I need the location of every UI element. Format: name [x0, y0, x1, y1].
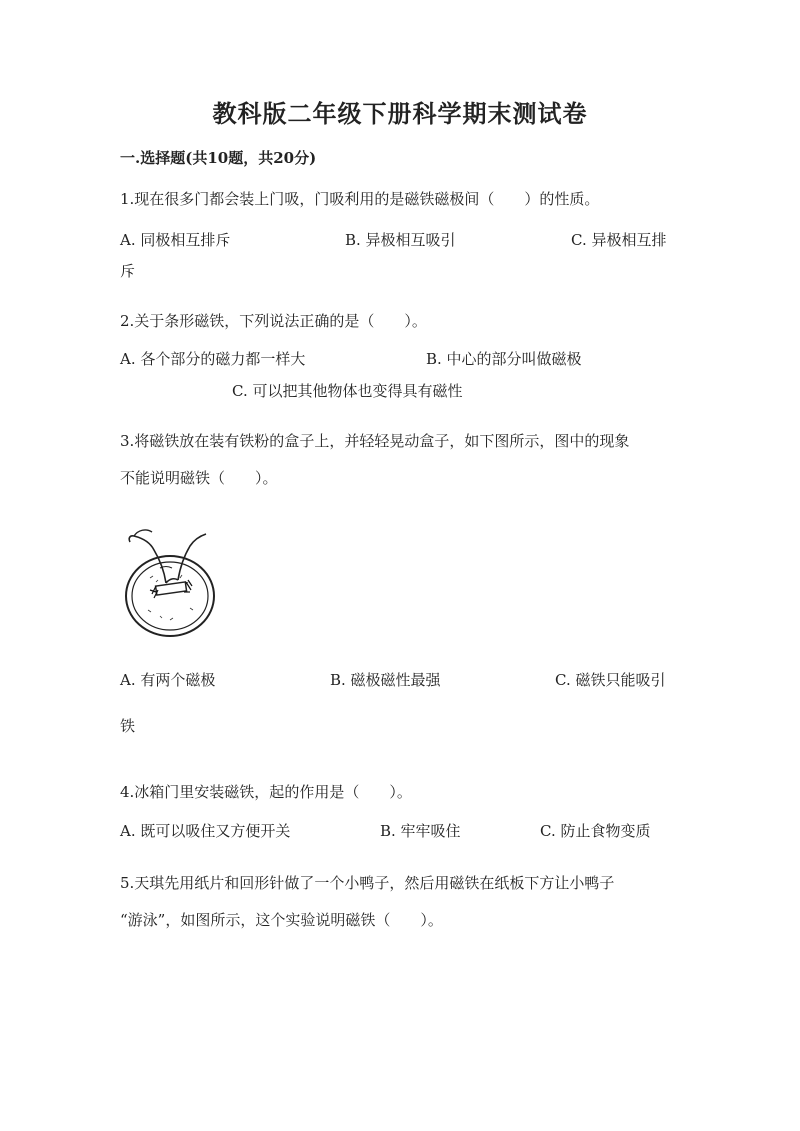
question-1-option-c: C. 异极相互排 [571, 231, 667, 249]
question-3-option-c-wrap: 铁 [120, 717, 136, 735]
question-3-option-c: C. 磁铁只能吸引 [555, 671, 666, 689]
question-1-option-b: B. 异极相互吸引 [345, 231, 456, 249]
question-2-option-c: C. 可以把其他物体也变得具有磁性 [232, 382, 463, 400]
question-2-stem: 2.关于条形磁铁，下列说法正确的是（ ）。 [120, 312, 427, 330]
question-3-stem-line-1: 3.将磁铁放在装有铁粉的盒子上，并轻轻晃动盒子，如下图所示，图中的现象 [120, 432, 630, 450]
question-4-stem: 4.冰箱门里安装磁铁，起的作用是（ ）。 [120, 783, 412, 801]
page-title: 教科版二年级下册科学期末测试卷 [212, 99, 588, 128]
question-2-option-a: A. 各个部分的磁力都一样大 [120, 350, 306, 368]
question-1-option-a: A. 同极相互排斥 [120, 231, 231, 249]
magnet-tray-figure [120, 520, 220, 640]
section-heading: 一.选择题(共10题，共20分) [120, 149, 317, 167]
question-3-option-a: A. 有两个磁极 [120, 671, 216, 689]
question-1-option-c-wrap: 斥 [120, 262, 136, 280]
question-3-stem-line-2: 不能说明磁铁（ ）。 [120, 469, 278, 487]
question-5-stem-line-2: “游泳”，如图所示，这个实验说明磁铁（ ）。 [120, 911, 443, 929]
question-5-stem-line-1: 5.天琪先用纸片和回形针做了一个小鸭子，然后用磁铁在纸板下方让小鸭子 [120, 874, 615, 892]
question-3-option-b: B. 磁极磁性最强 [330, 671, 441, 689]
question-4-option-c: C. 防止食物变质 [540, 822, 651, 840]
question-1-stem: 1.现在很多门都会装上门吸，门吸利用的是磁铁磁极间（ ）的性质。 [120, 190, 600, 208]
question-4-option-b: B. 牢牢吸住 [380, 822, 461, 840]
question-4-option-a: A. 既可以吸住又方便开关 [120, 822, 291, 840]
question-2-option-b: B. 中心的部分叫做磁极 [426, 350, 582, 368]
